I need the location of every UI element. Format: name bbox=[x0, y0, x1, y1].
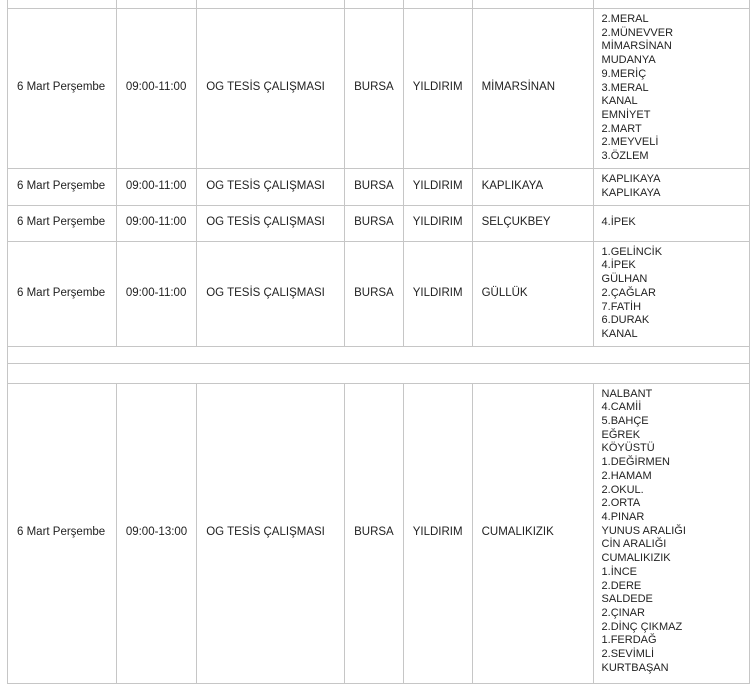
street-name: 3.MERAL bbox=[601, 81, 649, 94]
outage-schedule-table bbox=[7, 0, 750, 684]
date-cell: 6 Mart Perşembe bbox=[8, 241, 117, 346]
city-cell: BURSA bbox=[345, 383, 404, 683]
street-name: 2.MEYVELİ bbox=[601, 136, 659, 149]
district-cell: YILDIRIM bbox=[403, 168, 472, 205]
city-cell: BURSA bbox=[345, 205, 404, 241]
street-name: 2.MERAL bbox=[601, 13, 649, 25]
street-name: 2.ÇINAR bbox=[601, 606, 645, 619]
city-cell bbox=[345, 0, 404, 9]
neighborhood-cell bbox=[472, 0, 593, 9]
street-name bbox=[602, 0, 749, 1]
work-cell: OG TESİS ÇALIŞMASI bbox=[197, 205, 345, 241]
street-name: 4.CAMİİ bbox=[601, 401, 642, 414]
empty-row bbox=[8, 363, 750, 383]
city-cell: BURSA bbox=[345, 168, 404, 205]
table-row bbox=[8, 205, 750, 241]
street-name: 1.İNCE bbox=[601, 565, 637, 578]
street-name: 2.ORTA bbox=[601, 497, 641, 510]
neighborhood-cell: KAPLIKAYA bbox=[472, 168, 593, 205]
street-name: NALBANT bbox=[601, 387, 653, 400]
street-name: GÜLHAN bbox=[601, 273, 648, 286]
city-cell: BURSA bbox=[345, 9, 404, 169]
streets-cell bbox=[593, 9, 749, 169]
date-cell: 6 Mart Perşembe bbox=[8, 168, 117, 205]
streets-cell bbox=[593, 168, 749, 205]
table-row bbox=[8, 0, 750, 9]
street-name: 1.FERDAĞ bbox=[601, 634, 657, 647]
empty-row bbox=[8, 346, 750, 363]
district-cell: YILDIRIM bbox=[403, 383, 472, 683]
time-cell: 09:00-11:00 bbox=[116, 241, 196, 346]
street-name: 5.BAHÇE bbox=[601, 415, 649, 428]
street-name: 4.İPEK bbox=[601, 259, 636, 272]
street-name: SALDEDE bbox=[601, 593, 653, 606]
district-cell: YILDIRIM bbox=[403, 241, 472, 346]
district-cell: YILDIRIM bbox=[403, 205, 472, 241]
street-name: KANAL bbox=[601, 95, 638, 108]
time-cell: 09:00-13:00 bbox=[116, 383, 196, 683]
street-name: 2.DERE bbox=[601, 579, 642, 592]
street-name: 9.MERİÇ bbox=[601, 67, 647, 80]
neighborhood-cell: GÜLLÜK bbox=[472, 241, 593, 346]
neighborhood-cell: CUMALIKIZIK bbox=[472, 383, 593, 683]
neighborhood-cell: MİMARSİNAN bbox=[472, 9, 593, 169]
street-name: KURTBAŞAN bbox=[601, 661, 669, 674]
street-name: EĞREK bbox=[601, 428, 641, 441]
street-name: 1.DEĞİRMEN bbox=[601, 456, 670, 469]
street-name: 3.ÖZLEM bbox=[601, 150, 649, 163]
street-name: 4.PINAR bbox=[601, 510, 645, 523]
time-cell bbox=[116, 0, 196, 9]
street-name: KANAL bbox=[601, 327, 638, 340]
street-name: 2.MART bbox=[601, 122, 642, 135]
work-cell bbox=[197, 0, 345, 9]
table-row bbox=[8, 383, 750, 683]
date-cell bbox=[8, 0, 117, 9]
street-name: YUNUS ARALIĞI bbox=[601, 524, 686, 537]
street-name: CİN ARALIĞI bbox=[601, 538, 667, 551]
work-cell: OG TESİS ÇALIŞMASI bbox=[197, 9, 345, 169]
street-name: 2.HAMAM bbox=[601, 469, 652, 482]
street-name: 7.FATİH bbox=[601, 300, 642, 313]
street-name: CUMALIKIZIK bbox=[601, 552, 671, 565]
street-name: 2.MÜNEVVER bbox=[601, 26, 674, 39]
table-row bbox=[8, 168, 750, 205]
time-cell: 09:00-11:00 bbox=[116, 168, 196, 205]
streets-cell bbox=[593, 383, 749, 683]
time-cell: 09:00-11:00 bbox=[116, 9, 196, 169]
street-name: 2.OKUL. bbox=[601, 483, 644, 496]
street-name: 2.SEVİMLİ bbox=[601, 648, 655, 661]
date-cell: 6 Mart Perşembe bbox=[8, 205, 117, 241]
neighborhood-cell: SELÇUKBEY bbox=[472, 205, 593, 241]
time-cell: 09:00-11:00 bbox=[116, 205, 196, 241]
district-cell: YILDIRIM bbox=[403, 9, 472, 169]
city-cell: BURSA bbox=[345, 241, 404, 346]
street-name: MİMARSİNAN bbox=[601, 40, 672, 53]
street-name: 6.DURAK bbox=[601, 314, 650, 327]
work-cell: OG TESİS ÇALIŞMASI bbox=[197, 383, 345, 683]
street-name: KÖYÜSTÜ bbox=[601, 442, 655, 455]
streets-cell bbox=[593, 241, 749, 346]
date-cell: 6 Mart Perşembe bbox=[8, 383, 117, 683]
street-name: 2.DİNÇ ÇIKMAZ bbox=[601, 620, 683, 633]
date-cell: 6 Mart Perşembe bbox=[8, 9, 117, 169]
street-name: KAPLIKAYA bbox=[601, 173, 661, 186]
street-name: MUDANYA bbox=[601, 54, 656, 67]
street-name: 2.ÇAĞLAR bbox=[601, 286, 656, 299]
work-cell: OG TESİS ÇALIŞMASI bbox=[197, 168, 345, 205]
street-name: 1.GELİNCİK bbox=[601, 245, 663, 258]
streets-cell bbox=[593, 0, 749, 9]
table-row bbox=[8, 9, 750, 169]
street-name: EMNİYET bbox=[601, 108, 651, 121]
work-cell: OG TESİS ÇALIŞMASI bbox=[197, 241, 345, 346]
streets-cell bbox=[593, 205, 749, 241]
street-name: 4.İPEK bbox=[601, 216, 636, 229]
table-row bbox=[8, 241, 750, 346]
district-cell bbox=[403, 0, 472, 9]
street-name: KAPLIKAYA bbox=[601, 186, 661, 199]
